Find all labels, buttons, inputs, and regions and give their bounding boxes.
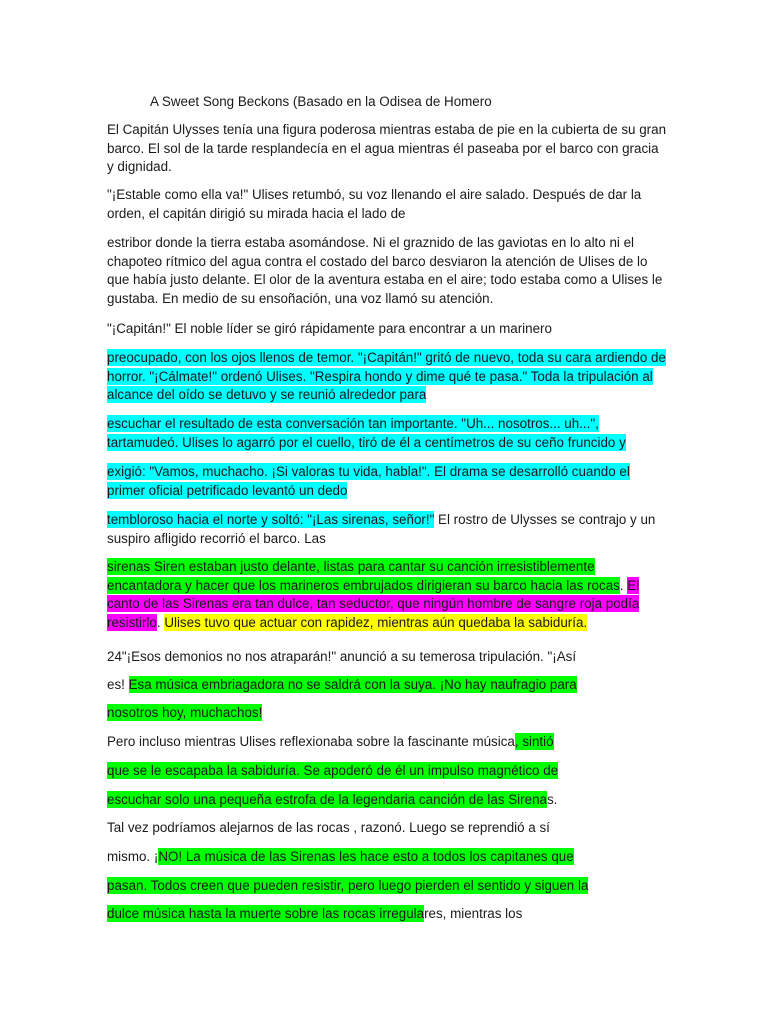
highlighted-text: Esa música embriagadora no se saldrá con la suya. ¡No hay naufragio para: [128, 677, 577, 692]
paragraph: [107, 415, 667, 452]
paragraph: [107, 877, 667, 896]
paragraph: [107, 234, 667, 308]
highlighted-text: escuchar el resultado de esta conversación tan importante. "Uh... nosotros... uh...", tartamudeó. Ulises lo agarró por el cuello, tiró de él a centímetros de su ceño fruncido y: [107, 416, 626, 450]
highlighted-text: pasan. Todos creen que pueden resistir, pero luego pierden el sentido y siguen la: [107, 878, 589, 893]
paragraph: [107, 349, 667, 405]
document-title: A Sweet Song Beckons (Basado en la Odisea de Homero: [150, 94, 492, 109]
paragraph: [107, 648, 667, 667]
text-segment: estribor donde la tierra estaba asomándose. Ni el graznido de las gaviotas en lo alto ni el chapoteo rítmico del agua contra el costado del barco desviaron la atención de Ulises de lo que había justo delante. El olor de la aventura estaba en el aire; todo estaba como a Ulises le gustaba. En medio de su ensoñación, una voz llamó su atención.: [107, 235, 663, 306]
text-segment: El rostro de Ulysses se contrajo y un suspiro afligido recorrió el barco. Las: [107, 512, 656, 546]
highlighted-text: nosotros hoy, muchachos!: [107, 705, 263, 720]
highlighted-text: sirenas Siren estaban justo delante, listas para cantar su canción irresistiblemente encantadora y hacer que los marineros embrujados dirigieran su barco hacia las rocas: [107, 559, 620, 593]
highlighted-text: tembloroso hacia el norte y soltó: "¡Las sirenas, señor!": [107, 512, 435, 527]
text-segment: .: [619, 577, 628, 593]
paragraph: [107, 848, 667, 867]
paragraph: [107, 186, 667, 223]
highlighted-text: dulce música hasta la muerte sobre las rocas irregula: [107, 906, 425, 921]
highlighted-text: preocupado, con los ojos llenos de temor. "¡Capitán!" gritó de nuevo, toda su cara ardiendo de horror. "¡Cálmate!" ordenó Ulises. "Respira hondo y dime qué te pasa." Toda la tripulación al alcance del oído se detuvo y se reunió alrededor para: [107, 350, 666, 402]
highlighted-text: Ulises tuvo que actuar con rapidez, mientras aún quedaba la sabiduría.: [164, 614, 588, 630]
text-segment: s.: [546, 792, 558, 807]
text-segment: res, mientras los: [424, 906, 523, 921]
text-segment: .: [156, 614, 165, 630]
text-segment: El Capitán Ulysses tenía una figura poderosa mientras estaba de pie en la cubierta de su gran barco. El sol de la tarde resplandecía en el agua mientras él paseaba por el barco con gracia y dignidad.: [107, 122, 667, 174]
highlighted-text: que se le escapaba la sabiduría. Se apoderó de él un impulso magnético de: [107, 763, 559, 778]
paragraph: [107, 121, 667, 177]
text-segment: "¡Estable como ella va!" Ulises retumbó, su voz llenando el aire salado. Después de dar la orden, el capitán dirigió su mirada hacia el lado de: [107, 187, 642, 221]
text-segment: Tal vez podríamos alejarnos de las rocas , razonó. Luego se reprendió a sí: [107, 820, 550, 835]
paragraph: [107, 320, 667, 339]
text-segment: mismo. ¡: [107, 849, 159, 864]
highlighted-text: escuchar solo una pequeña estrofa de la legendaria canción de las Sirena: [107, 792, 547, 807]
text-segment: Pero incluso mientras Ulises reflexionaba sobre la fascinante música: [107, 734, 515, 749]
text-segment: es!: [107, 677, 129, 692]
paragraph: [107, 819, 667, 838]
paragraph: [107, 733, 667, 752]
paragraph: [107, 791, 667, 810]
text-segment: "¡Capitán!" El noble líder se giró rápidamente para encontrar a un marinero: [107, 321, 552, 336]
paragraph: [107, 905, 667, 924]
paragraph: [107, 463, 667, 500]
highlighted-text: exigió: "Vamos, muchacho. ¡Si valoras tu vida, habla!". El drama se desarrolló cuando el primer oficial petrificado levantó un dedo: [107, 464, 630, 498]
text-segment: 24"¡Esos demonios no nos atraparán!" anunció a su temerosa tripulación. "¡Así: [107, 649, 577, 664]
highlighted-text: NO! La música de las Sirenas les hace esto a todos los capitanes que: [158, 849, 574, 864]
highlighted-text: , sintió: [514, 734, 554, 749]
paragraph: [107, 558, 667, 632]
paragraph: [107, 762, 667, 781]
highlighted-text: El canto de las Sirenas era tan dulce, tan seductor, que ningún hombre de sangre roja podía resistirlo: [107, 577, 640, 630]
paragraph: [107, 704, 667, 723]
paragraph: [107, 676, 667, 695]
paragraph: [107, 511, 667, 548]
